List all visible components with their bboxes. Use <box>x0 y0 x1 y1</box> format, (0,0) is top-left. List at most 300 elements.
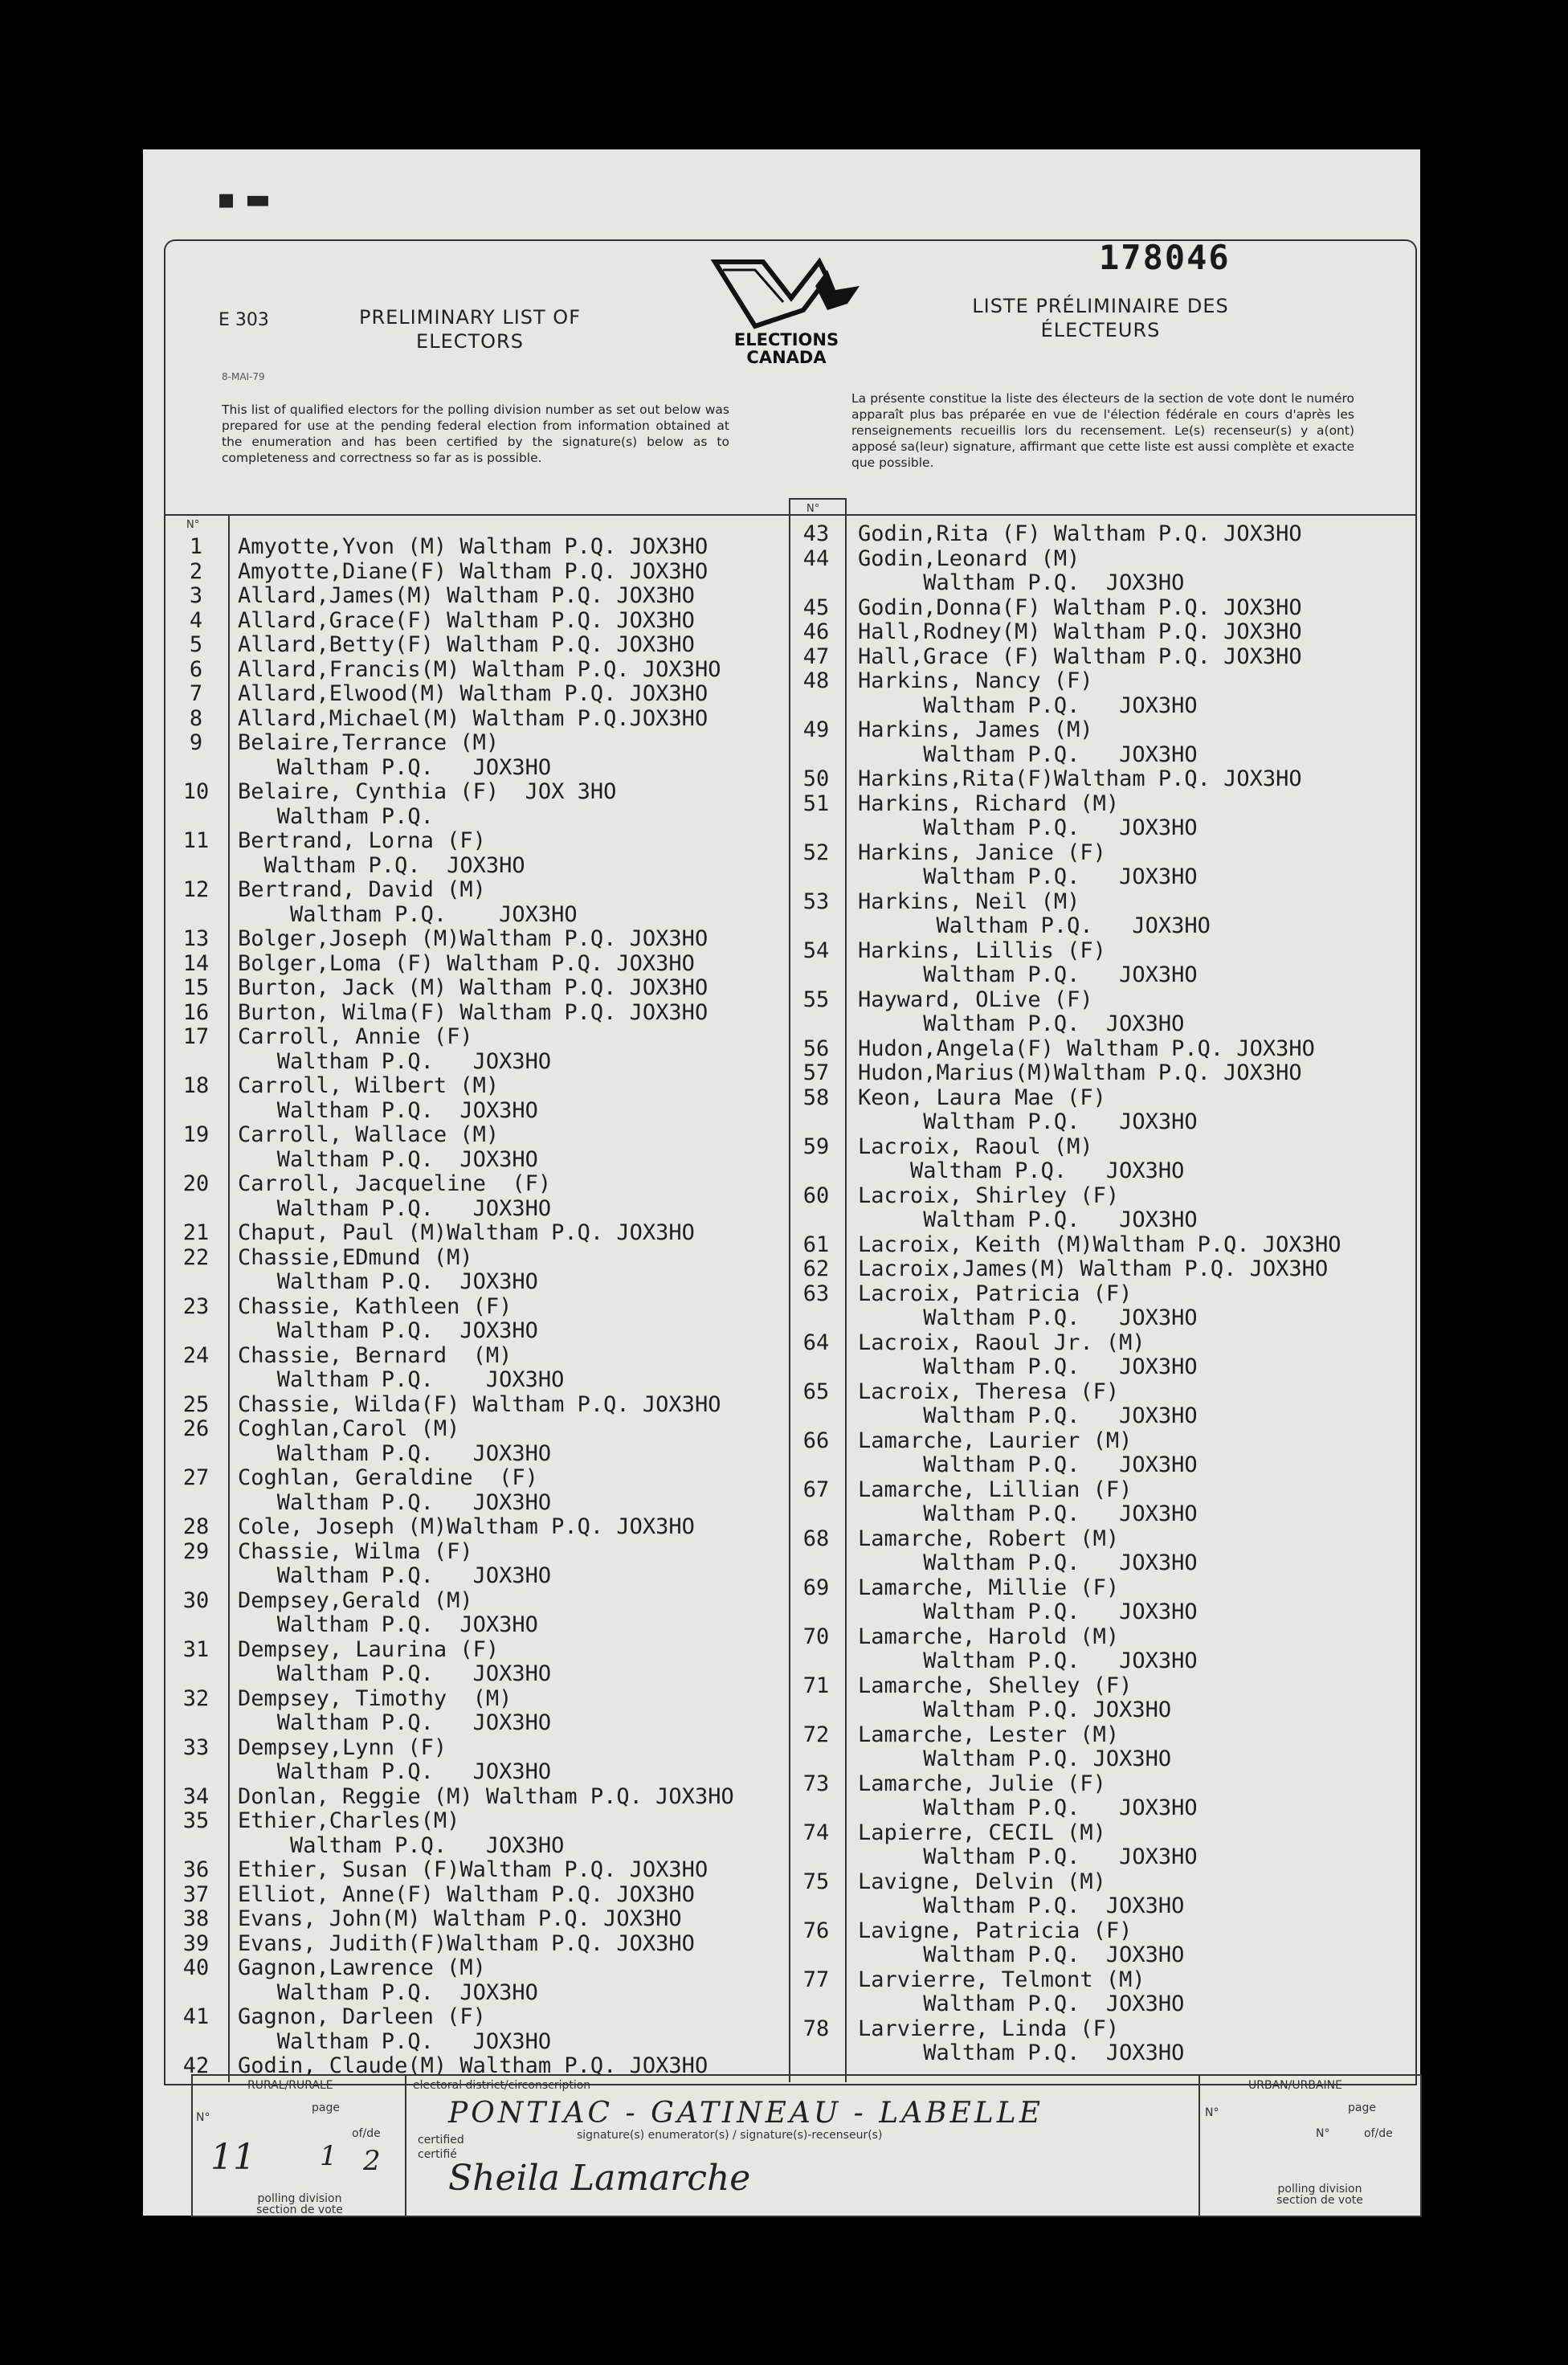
elector-number: 51 <box>802 790 830 816</box>
elector-row <box>178 1834 789 1859</box>
elector-number: 20 <box>182 1171 210 1196</box>
elector-entry: Waltham P.Q. JOX3HO <box>858 1452 1198 1477</box>
elector-row <box>798 1968 1412 1993</box>
elector-row <box>798 1306 1412 1331</box>
elector-entry: Waltham P.Q. JOX3HO <box>858 864 1198 889</box>
electors-left-column <box>178 535 789 2079</box>
elector-row <box>178 1883 789 1908</box>
elector-row <box>178 1907 789 1932</box>
elector-row <box>798 596 1412 621</box>
elector-number: 5 <box>189 632 203 657</box>
elector-row <box>178 1809 789 1834</box>
elector-entry: Larvierre, Linda (F) <box>858 2016 1120 2041</box>
elector-number: 64 <box>802 1330 830 1355</box>
elector-entry: Dempsey,Lynn (F) <box>238 1734 447 1760</box>
elector-entry: Waltham P.Q. JOX3HO <box>858 570 1185 595</box>
elector-row <box>178 1785 789 1810</box>
elector-row <box>178 1515 789 1540</box>
elector-row <box>798 1894 1412 1919</box>
elector-row <box>798 1723 1412 1748</box>
elector-entry: Lavigne, Patricia (F) <box>858 1918 1133 1943</box>
elector-row <box>798 1527 1412 1552</box>
division-number: 11 <box>210 2137 255 2178</box>
elector-entry: Amyotte,Yvon (M) Waltham P.Q. JOX3HO <box>238 534 708 559</box>
elector-row <box>178 682 789 707</box>
elector-number: 40 <box>182 1955 210 1980</box>
elector-row <box>798 1257 1412 1282</box>
elector-entry: Waltham P.Q. JOX3HO <box>858 1109 1198 1134</box>
elector-row <box>798 1992 1412 2017</box>
logo-text-line-2: CANADA <box>746 348 827 367</box>
elector-number: 26 <box>182 1416 210 1441</box>
elector-entry: Godin,Donna(F) Waltham P.Q. JOX3HO <box>858 594 1302 620</box>
elector-number: 68 <box>802 1526 830 1551</box>
elector-row <box>178 1442 789 1467</box>
elector-row <box>178 1491 789 1516</box>
elector-entry: Dempsey,Gerald (M) <box>238 1587 473 1613</box>
elector-entry: Gagnon, Darleen (F) <box>238 2004 486 2029</box>
footer-of-label: of/de <box>352 2127 381 2140</box>
elector-entry: Waltham P.Q. JOX3HO <box>858 692 1198 718</box>
elector-number: 38 <box>182 1906 210 1931</box>
elector-number: 58 <box>802 1084 830 1110</box>
elector-row <box>798 1208 1412 1233</box>
elector-entry: Harkins, Nancy (F) <box>858 668 1093 693</box>
elector-row <box>798 1037 1412 1062</box>
elector-row <box>178 1956 789 1981</box>
elector-number: 23 <box>182 1293 210 1319</box>
elector-entry: Larvierre, Telmont (M) <box>858 1967 1145 1992</box>
elector-entry: Waltham P.Q. JOX3HO <box>238 1612 538 1637</box>
elector-row <box>798 1845 1412 1870</box>
elector-row <box>798 522 1412 547</box>
elector-entry: Lamarche, Harold (M) <box>858 1624 1120 1649</box>
elector-row <box>178 1197 789 1222</box>
elector-number: 75 <box>802 1869 830 1894</box>
elector-entry: Lamarche, Millie (F) <box>858 1575 1120 1600</box>
elector-row <box>178 1123 789 1148</box>
elector-entry: Belaire,Terrance (M) <box>238 730 500 755</box>
elector-number: 24 <box>182 1342 210 1368</box>
elector-number: 78 <box>802 2016 830 2041</box>
elector-entry: Harkins, Neil (M) <box>858 888 1080 914</box>
elector-row <box>798 1061 1412 1086</box>
elector-number: 43 <box>802 521 830 546</box>
elector-number: 37 <box>182 1881 210 1907</box>
elector-entry: Waltham P.Q. JOX3HO <box>238 1440 552 1466</box>
elector-row <box>798 1625 1412 1650</box>
elector-row <box>798 792 1412 817</box>
page-number: 1 <box>320 2140 337 2172</box>
elector-number: 32 <box>182 1685 210 1711</box>
elector-number: 1 <box>189 534 203 559</box>
elector-entry: Chaput, Paul (M)Waltham P.Q. JOX3HO <box>238 1220 695 1245</box>
elector-entry: Lamarche, Robert (M) <box>858 1526 1120 1551</box>
elector-row <box>798 1674 1412 1699</box>
urban-polling-label <box>1260 2183 1380 2206</box>
footer-no-label: N° <box>196 2111 210 2124</box>
elector-entry: Harkins, Richard (M) <box>858 790 1120 816</box>
logo-text-line-1: ELECTIONS <box>733 330 839 349</box>
elector-number: 52 <box>802 839 830 865</box>
elector-row <box>178 1270 789 1295</box>
elector-row <box>798 1919 1412 1944</box>
elector-entry: Harkins, Lillis (F) <box>858 937 1106 963</box>
electoral-district-value: PONTIAC - GATINEAU - LABELLE <box>448 2097 1043 2130</box>
elector-number: 69 <box>802 1575 830 1600</box>
elector-row <box>178 903 789 928</box>
elector-entry: Allard,Elwood(M) Waltham P.Q. JOX3HO <box>238 681 708 706</box>
elector-row <box>798 1943 1412 1968</box>
elector-row <box>798 914 1412 939</box>
elector-row <box>798 2041 1412 2066</box>
footer-page-label: page <box>312 2102 340 2114</box>
elector-row <box>798 1600 1412 1625</box>
elector-entry: Lacroix, Patricia (F) <box>858 1281 1133 1306</box>
elector-entry: Waltham P.Q. JOX3HO <box>238 1661 552 1686</box>
elector-entry: Bertrand, Lorna (F) <box>238 828 486 853</box>
elector-row <box>798 1551 1412 1576</box>
elector-entry: Ethier,Charles(M) <box>238 1808 460 1833</box>
elector-row <box>798 890 1412 915</box>
elector-entry: Coghlan, Geraldine (F) <box>238 1465 538 1490</box>
elector-entry: Lamarche, Laurier (M) <box>858 1428 1133 1453</box>
elector-entry: Waltham P.Q. JOX3HO <box>238 1710 552 1735</box>
elector-row <box>798 1012 1412 1037</box>
elector-row <box>178 658 789 683</box>
elector-number: 45 <box>802 594 830 620</box>
center-divider <box>789 498 790 2082</box>
elector-entry: Evans, Judith(F)Waltham P.Q. JOX3HO <box>238 1930 695 1956</box>
elector-number: 39 <box>182 1930 210 1956</box>
elector-row <box>798 694 1412 719</box>
elector-entry: Carroll, Annie (F) <box>238 1024 473 1049</box>
elector-number: 48 <box>802 668 830 693</box>
elector-entry: Coghlan,Carol (M) <box>238 1416 460 1441</box>
elector-entry: Waltham P.Q. <box>238 803 434 829</box>
serial-number: 178046 <box>1099 238 1231 277</box>
elector-entry: Lapierre, CECIL (M) <box>858 1820 1106 1845</box>
elector-row <box>798 1282 1412 1307</box>
elector-row <box>178 1564 789 1589</box>
elector-number: 19 <box>182 1122 210 1147</box>
elector-number: 29 <box>182 1538 210 1564</box>
elector-entry: Ethier, Susan (F)Waltham P.Q. JOX3HO <box>238 1857 708 1882</box>
urban-page-label: page <box>1348 2102 1376 2114</box>
elector-row <box>798 1086 1412 1111</box>
logo-text <box>702 331 871 366</box>
elector-entry: Godin,Leonard (M) <box>858 545 1080 571</box>
elector-entry: Allard,Grace(F) Waltham P.Q. JOX3HO <box>238 607 695 633</box>
elector-row <box>178 1344 789 1369</box>
elector-row <box>798 571 1412 596</box>
urban-polling: polling division <box>1277 2183 1362 2195</box>
elector-row <box>798 1649 1412 1674</box>
elector-row <box>178 1025 789 1050</box>
elector-entry: Waltham P.Q. JOX3HO <box>858 1893 1185 1918</box>
elector-entry: Allard,Betty(F) Waltham P.Q. JOX3HO <box>238 632 695 657</box>
elector-row <box>178 609 789 634</box>
elector-row <box>798 1404 1412 1429</box>
elector-entry: Amyotte,Diane(F) Waltham P.Q. JOX3HO <box>238 558 708 584</box>
elector-number: 61 <box>802 1232 830 1257</box>
elector-number: 41 <box>182 2004 210 2029</box>
elector-number: 34 <box>182 1783 210 1809</box>
elector-entry: Lamarche, Lillian (F) <box>858 1477 1133 1502</box>
elector-entry: Waltham P.Q. JOX3HO <box>238 1367 565 1392</box>
elector-entry: Elliot, Anne(F) Waltham P.Q. JOX3HO <box>238 1881 695 1907</box>
punch-marks: ▪ ▬ <box>217 183 272 215</box>
elector-entry: Hudon,Angela(F) Waltham P.Q. JOX3HO <box>858 1035 1315 1061</box>
elector-row <box>178 707 789 732</box>
elector-entry: Lamarche, Shelley (F) <box>858 1673 1133 1698</box>
elector-number: 71 <box>802 1673 830 1698</box>
elector-row <box>798 1429 1412 1454</box>
elector-entry: Waltham P.Q. JOX3HO <box>858 1550 1198 1575</box>
elector-entry: Lavigne, Delvin (M) <box>858 1869 1106 1894</box>
elector-entry: Hall,Rodney(M) Waltham P.Q. JOX3HO <box>858 619 1302 644</box>
elector-number: 77 <box>802 1967 830 1992</box>
elector-entry: Waltham P.Q. JOX3HO <box>858 1942 1185 1967</box>
elector-number: 3 <box>189 583 203 608</box>
elector-entry: Waltham P.Q. JOX3HO <box>238 1489 552 1515</box>
certifie-label: certifié <box>418 2148 457 2161</box>
elector-number: 7 <box>189 681 203 706</box>
elector-row <box>178 1074 789 1099</box>
elector-row <box>798 2017 1412 2042</box>
elector-entry: Harkins,Rita(F)Waltham P.Q. JOX3HO <box>858 766 1302 791</box>
elector-entry: Chassie, Wilda(F) Waltham P.Q. JOX3HO <box>238 1391 721 1417</box>
elector-entry: Waltham P.Q. JOX3HO <box>858 1501 1198 1526</box>
elector-entry: Waltham P.Q. JOX3HO <box>238 2028 552 2054</box>
elector-entry: Lacroix, Raoul Jr. (M) <box>858 1330 1145 1355</box>
elector-entry: Carroll, Wilbert (M) <box>238 1073 500 1098</box>
elector-entry: Waltham P.Q. JOX3HO <box>238 1318 538 1343</box>
elector-row <box>178 1858 789 1883</box>
elector-number: 76 <box>802 1918 830 1943</box>
center-header-top <box>789 498 847 500</box>
elector-entry: Waltham P.Q. JOX3HO <box>858 2040 1185 2065</box>
elector-row <box>178 560 789 585</box>
elector-row <box>798 620 1412 645</box>
intro-text-english: This list of qualified electors for the polling division number as set out below was prepared for use at the pending federal election from information obtained at the enumeration and has been certified by the signature(s) below as to completeness and correctness so far as is possible. <box>222 402 729 465</box>
elector-number: 63 <box>802 1281 830 1306</box>
elector-row <box>178 1417 789 1442</box>
elector-row <box>178 1172 789 1197</box>
elector-number: 18 <box>182 1073 210 1098</box>
elector-entry: Chassie, Kathleen (F) <box>238 1293 512 1319</box>
elector-entry: Waltham P.Q. JOX3HO <box>238 1832 565 1858</box>
elector-entry: Waltham P.Q. JOX3HO <box>858 1599 1198 1624</box>
elector-entry: Dempsey, Timothy (M) <box>238 1685 512 1711</box>
elector-number: 66 <box>802 1428 830 1453</box>
elector-row <box>798 1184 1412 1209</box>
elector-row <box>798 1355 1412 1380</box>
electoral-district-label: electoral district/circonscription <box>413 2079 591 2092</box>
rural-label: RURAL/RURALE <box>247 2079 333 2092</box>
form-footer <box>191 2074 1420 2216</box>
elector-entry: Allard,Michael(M) Waltham P.Q.JOX3HO <box>238 705 708 731</box>
elector-number: 10 <box>182 779 210 804</box>
elector-number: 33 <box>182 1734 210 1760</box>
elector-row <box>798 841 1412 866</box>
elector-row <box>798 669 1412 694</box>
elector-entry: Hayward, OLive (F) <box>858 986 1093 1012</box>
elector-number: 70 <box>802 1624 830 1649</box>
elector-entry: Waltham P.Q. JOX3HO <box>858 1844 1198 1869</box>
elector-row <box>178 756 789 781</box>
elector-entry: Chassie, Wilma (F) <box>238 1538 473 1564</box>
elector-number: 12 <box>182 877 210 902</box>
elector-number: 11 <box>182 828 210 853</box>
elector-row <box>178 805 789 830</box>
elector-number: 30 <box>182 1587 210 1613</box>
elector-number: 25 <box>182 1391 210 1417</box>
elector-row <box>798 816 1412 841</box>
electors-right-column <box>798 522 1412 2066</box>
elector-number: 47 <box>802 643 830 669</box>
elector-entry: Waltham P.Q. JOX3HO <box>238 852 525 878</box>
elector-row <box>178 1001 789 1026</box>
enumerator-signature: Sheila Lamarche <box>448 2158 751 2199</box>
title-fr-line-1: LISTE PRÉLIMINAIRE DES <box>972 295 1229 317</box>
urban-label: URBAN/URBAINE <box>1248 2079 1342 2092</box>
elector-entry: Waltham P.Q. JOX3HO <box>858 962 1198 987</box>
elector-row <box>798 1576 1412 1601</box>
elector-number: 8 <box>189 705 203 731</box>
elector-number: 55 <box>802 986 830 1012</box>
elector-row <box>178 1736 789 1761</box>
elector-entry: Waltham P.Q. JOX3HO <box>238 1146 538 1172</box>
elector-row <box>178 1466 789 1491</box>
elector-entry: Burton, Wilma(F) Waltham P.Q. JOX3HO <box>238 999 708 1025</box>
elector-number: 56 <box>802 1035 830 1061</box>
elector-entry: Chassie, Bernard (M) <box>238 1342 512 1368</box>
elector-row <box>798 1478 1412 1503</box>
elector-entry: Waltham P.Q. JOX3HO <box>858 1011 1185 1036</box>
elector-entry: Bolger,Joseph (M)Waltham P.Q. JOX3HO <box>238 926 708 951</box>
elector-row <box>178 1981 789 2006</box>
page-total: 2 <box>363 2145 381 2177</box>
elector-row <box>798 939 1412 964</box>
elector-entry: Lacroix, Shirley (F) <box>858 1182 1120 1208</box>
elector-entry: Waltham P.Q. JOX3HO <box>858 1354 1198 1379</box>
elector-row <box>798 988 1412 1013</box>
elector-number: 2 <box>189 558 203 584</box>
elector-number: 46 <box>802 619 830 644</box>
elector-row <box>798 645 1412 670</box>
elector-entry: Waltham P.Q. JOX3HO <box>238 1269 538 1294</box>
elector-number: 53 <box>802 888 830 914</box>
elector-entry: Keon, Laura Mae (F) <box>858 1084 1106 1110</box>
elector-row <box>178 2030 789 2055</box>
elector-row <box>798 1233 1412 1258</box>
elector-entry: Waltham P.Q. JOX3HO <box>858 913 1211 938</box>
elector-number: 62 <box>802 1256 830 1281</box>
elector-number: 73 <box>802 1771 830 1796</box>
elector-entry: Donlan, Reggie (M) Waltham P.Q. JOX3HO <box>238 1783 734 1809</box>
elector-row <box>178 2005 789 2030</box>
elector-row <box>178 952 789 977</box>
elector-number: 31 <box>182 1636 210 1662</box>
right-no-header: N° <box>806 503 820 515</box>
elector-row <box>178 976 789 1001</box>
elector-number: 14 <box>182 950 210 976</box>
elector-entry: Harkins, Janice (F) <box>858 839 1106 865</box>
elector-row <box>178 1099 789 1124</box>
elector-row <box>178 1760 789 1785</box>
elector-entry: Hudon,Marius(M)Waltham P.Q. JOX3HO <box>858 1060 1302 1085</box>
title-fr-line-2: ÉLECTEURS <box>1040 319 1161 341</box>
elector-entry: Evans, John(M) Waltham P.Q. JOX3HO <box>238 1906 682 1931</box>
elector-row <box>178 829 789 854</box>
elector-row <box>798 865 1412 890</box>
elector-entry: Waltham P.Q. JOX3HO <box>238 1759 552 1784</box>
elector-row <box>798 1331 1412 1356</box>
title-english <box>321 305 619 353</box>
elector-entry: Gagnon,Lawrence (M) <box>238 1955 486 1980</box>
elector-number: 28 <box>182 1514 210 1539</box>
elector-row <box>178 780 789 805</box>
form-date: 8-MAI-79 <box>222 371 265 382</box>
elector-number: 50 <box>802 766 830 791</box>
elector-row <box>178 1711 789 1736</box>
elector-row <box>798 1159 1412 1184</box>
elector-entry: Dempsey, Laurina (F) <box>238 1636 500 1662</box>
elector-number: 57 <box>802 1060 830 1085</box>
elector-number: 49 <box>802 717 830 742</box>
urban-no-label-2: N° <box>1316 2127 1330 2140</box>
elector-entry: Harkins, James (M) <box>858 717 1093 742</box>
elector-row <box>798 767 1412 792</box>
elector-entry: Lamarche, Julie (F) <box>858 1771 1106 1796</box>
elector-row <box>178 1613 789 1638</box>
elector-entry: Waltham P.Q. JOX3HO <box>858 1403 1198 1428</box>
elector-entry: Waltham P.Q. JOX3HO <box>858 815 1198 840</box>
elector-entry: Hall,Grace (F) Waltham P.Q. JOX3HO <box>858 643 1302 669</box>
signature-label: signature(s) enumerator(s) / signature(s)-recenseur(s) <box>577 2129 883 2142</box>
elector-entry: Lacroix,James(M) Waltham P.Q. JOX3HO <box>858 1256 1329 1281</box>
elector-row <box>798 1110 1412 1135</box>
elector-row <box>178 1050 789 1075</box>
elector-entry: Waltham P.Q. JOX3HO <box>858 1158 1185 1183</box>
elector-entry: Waltham P.Q. JOX3HO <box>238 1097 538 1123</box>
elector-row <box>798 1380 1412 1405</box>
elector-row <box>798 1502 1412 1527</box>
elector-entry: Bertrand, David (M) <box>238 877 486 902</box>
urban-no-label: N° <box>1205 2106 1219 2119</box>
elector-number: 59 <box>802 1133 830 1159</box>
elector-entry: Waltham P.Q. JOX3HO <box>238 1195 552 1221</box>
elector-row <box>178 1319 789 1344</box>
elector-row <box>798 1135 1412 1160</box>
elector-row <box>798 1796 1412 1821</box>
elector-row <box>798 718 1412 743</box>
elector-entry: Lacroix, Keith (M)Waltham P.Q. JOX3HO <box>858 1232 1341 1257</box>
elector-number: 36 <box>182 1857 210 1882</box>
elector-number: 6 <box>189 656 203 682</box>
elector-number: 15 <box>182 975 210 1000</box>
elector-row <box>178 1368 789 1393</box>
elector-entry: Waltham P.Q. JOX3HO <box>858 1697 1172 1722</box>
elector-entry: Waltham P.Q. JOX3HO <box>858 1207 1198 1232</box>
elector-row <box>798 1821 1412 1846</box>
elector-row <box>178 1246 789 1271</box>
certified-label: certified <box>418 2134 464 2146</box>
intro-text-french: La présente constitue la liste des électeurs de la section de vote dont le numéro apparaît plus bas préparée en vue de l'élection fédérale en cours d'après les renseignements recueillis lors du recensement. Le(s) recenseur(s) y a(ont) apposé sa(leur) signature, affirmant que cette liste est aussi complète et exacte que possible. <box>851 391 1354 470</box>
polling-division-label <box>247 2193 352 2216</box>
elector-entry: Waltham P.Q. JOX3HO <box>858 741 1198 767</box>
